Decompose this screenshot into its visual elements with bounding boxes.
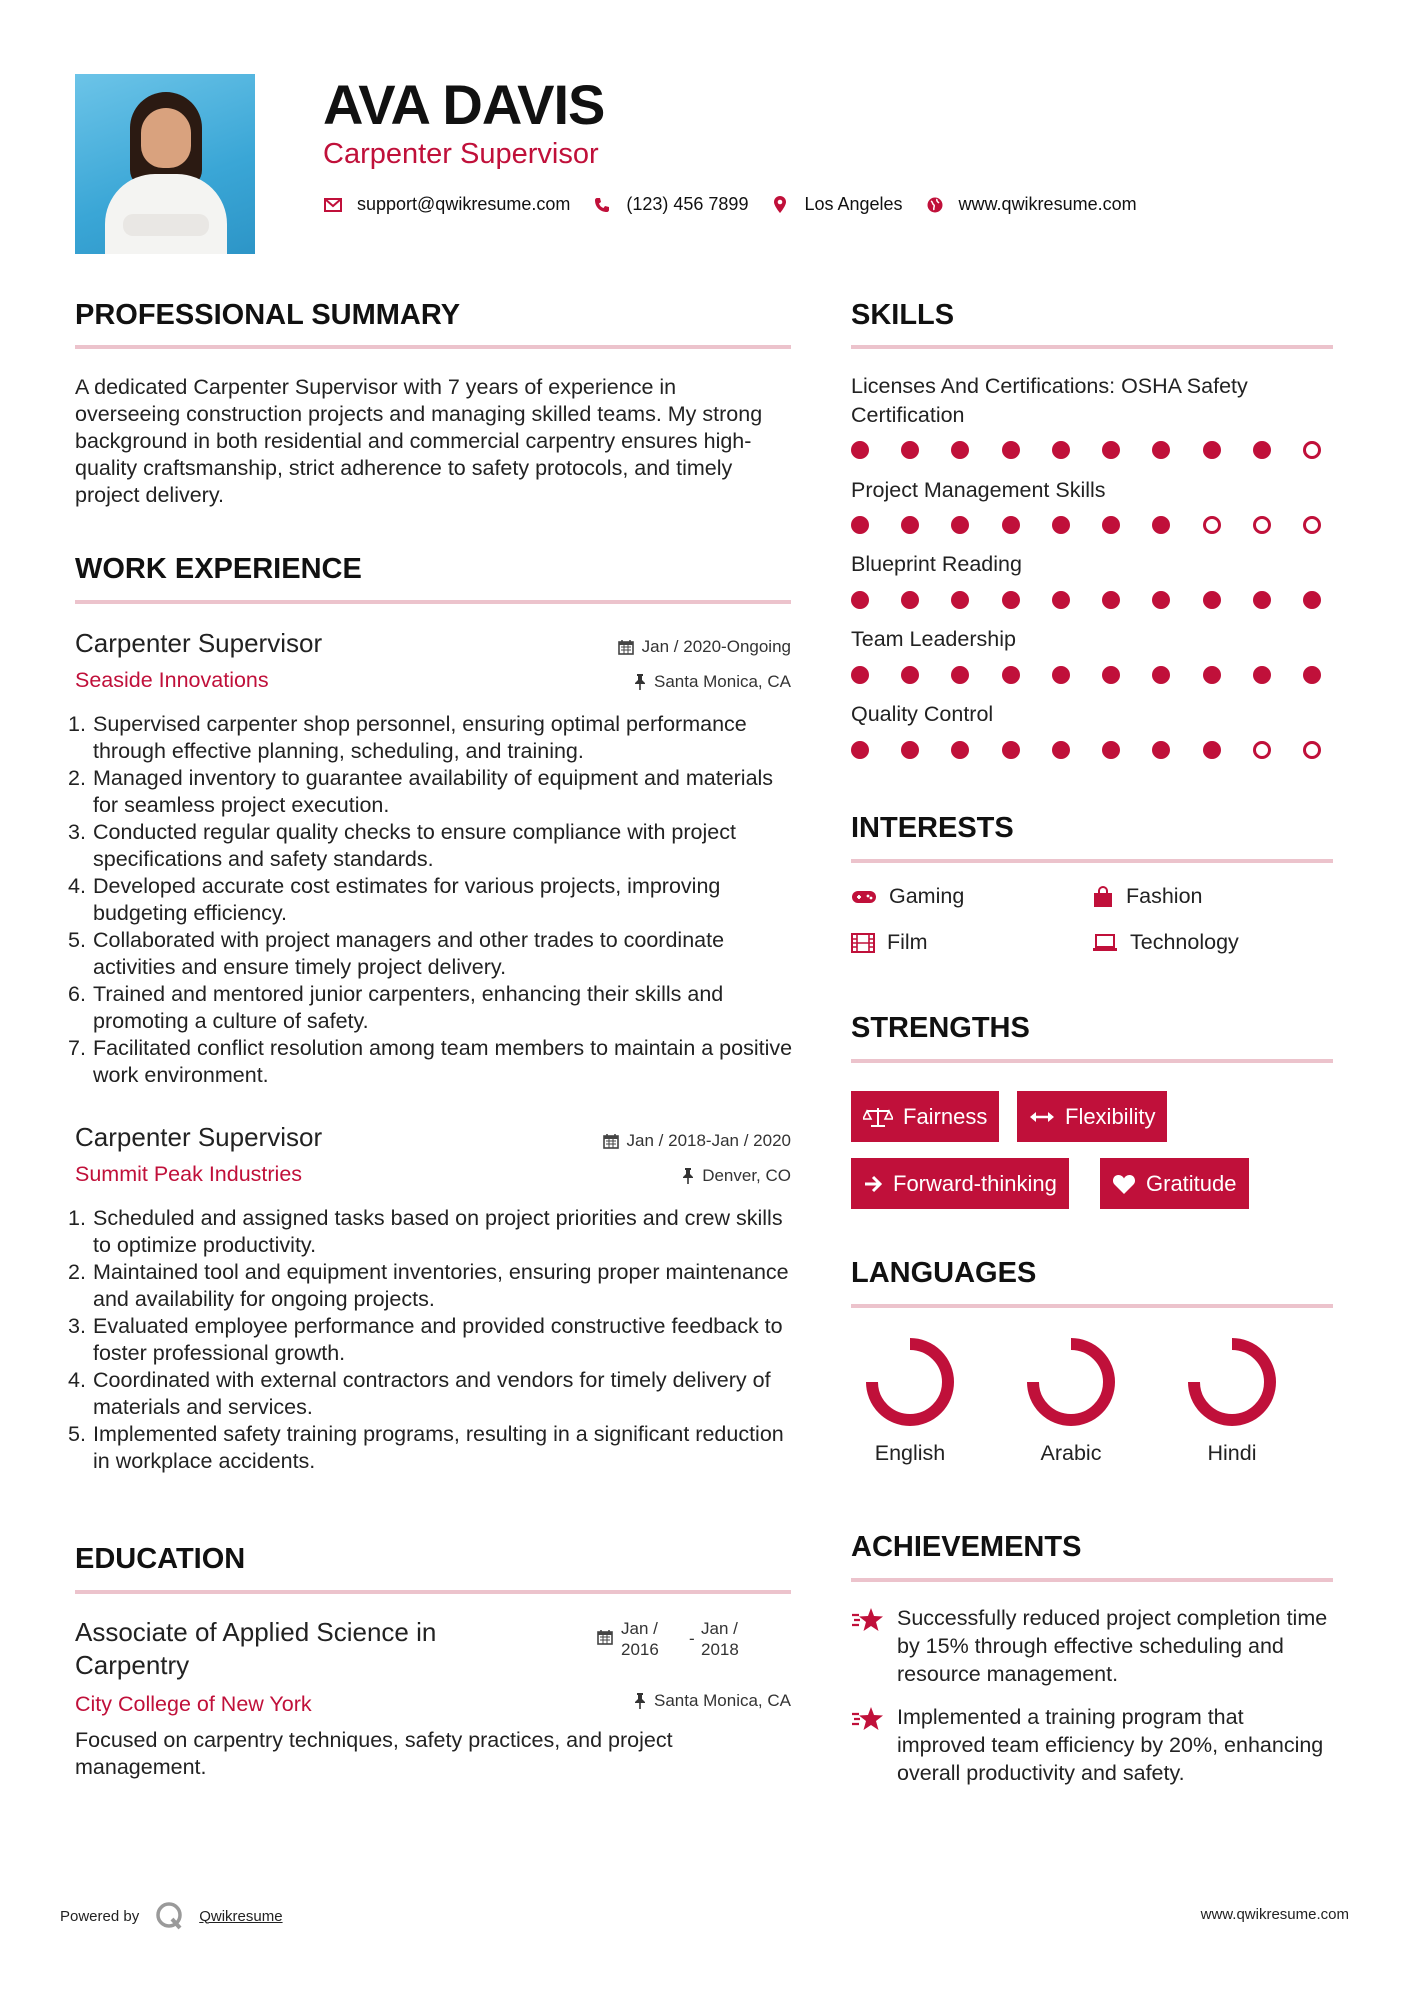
qwikresume-logo-icon	[155, 1901, 185, 1931]
degree-title: Associate of Applied Science in Carpentry	[75, 1617, 437, 1680]
rating-dot-empty	[1253, 516, 1271, 534]
strength-badge: Forward-thinking	[851, 1158, 1069, 1209]
shopping-bag-icon	[1092, 886, 1114, 908]
rating-dot-filled	[1303, 666, 1321, 684]
rating-dot-filled	[851, 741, 869, 759]
interest-film: Film	[851, 930, 928, 955]
list-item: 1. Scheduled and assigned tasks based on project priorities and crew skills to optimize productivity.	[68, 1206, 783, 1257]
summary-heading: PROFESSIONAL SUMMARY	[75, 299, 461, 331]
education-location-text: Santa Monica, CA	[653, 1691, 791, 1710]
list-item: 1. Supervised carpenter shop personnel, ensuring optimal performance through effective planning, scheduling, and training.	[68, 712, 747, 763]
rating-dot-filled	[1052, 741, 1070, 759]
rating-dot-filled	[1052, 441, 1070, 459]
rating-dot-filled	[1002, 666, 1020, 684]
trophy-star-icon	[851, 1606, 885, 1634]
education-description: Focused on carpentry techniques, safety practices, and project management.	[75, 1728, 673, 1779]
rating-dot-empty	[1303, 741, 1321, 759]
education-heading: EDUCATION	[75, 1543, 246, 1575]
rating-dot-filled	[1203, 666, 1221, 684]
achievement-item	[851, 1604, 1337, 1688]
skill-rating	[851, 666, 1321, 684]
language-progress-ring	[862, 1334, 958, 1430]
strengths-divider	[851, 1059, 1333, 1063]
footer-powered-by	[60, 1901, 283, 1931]
rating-dot-filled	[951, 591, 969, 609]
languages-divider	[851, 1304, 1333, 1308]
experience-divider	[75, 600, 791, 604]
skill-name: Team Leadership	[851, 627, 1016, 651]
contact-bar	[323, 194, 1159, 215]
phone-icon	[592, 195, 612, 215]
achievements-divider	[851, 1578, 1333, 1582]
calendar-icon	[597, 1629, 613, 1645]
contact-website[interactable]: www.qwikresume.com	[958, 194, 1137, 214]
skill-name: Licenses And Certifications: OSHA Safety Certification	[851, 374, 1248, 427]
rating-dot-filled	[1102, 441, 1120, 459]
list-item: 4. Coordinated with external contractors and vendors for timely delivery of materials and services.	[68, 1368, 771, 1419]
film-icon	[851, 933, 875, 953]
rating-dot-empty	[1303, 516, 1321, 534]
school-name: City College of New York	[75, 1692, 312, 1716]
job-location	[491, 1166, 791, 1186]
summary-text: A dedicated Carpenter Supervisor with 7 years of experience in overseeing construction projects and managing skilled teams. My strong background in both residential and commercial carpentry ensures high-quality craftsmanship, strict adherence to safety protocols, and timely project delivery.	[75, 375, 763, 507]
arrows-horizontal-icon	[1029, 1110, 1055, 1124]
heart-icon	[1112, 1173, 1136, 1195]
job-responsibilities	[68, 1205, 795, 1475]
list-item: 4. Developed accurate cost estimates for various projects, improving budgeting efficiency.	[68, 874, 721, 925]
list-item: 6. Trained and mentored junior carpenters, enhancing their skills and promoting a culture of safety.	[68, 982, 724, 1033]
summary-divider	[75, 345, 791, 349]
skills-divider	[851, 345, 1333, 349]
rating-dot-filled	[901, 516, 919, 534]
rating-dot-filled	[1253, 666, 1271, 684]
job-company: Summit Peak Industries	[75, 1162, 303, 1186]
rating-dot-filled	[901, 591, 919, 609]
trophy-star-icon	[851, 1705, 885, 1733]
rating-dot-filled	[1102, 741, 1120, 759]
rating-dot-empty	[1303, 441, 1321, 459]
rating-dot-empty	[1253, 741, 1271, 759]
language-name: English	[874, 1441, 946, 1465]
rating-dot-filled	[1052, 516, 1070, 534]
candidate-name: AVA DAVIS	[323, 73, 605, 136]
laptop-icon	[1092, 934, 1118, 952]
profile-photo	[75, 74, 255, 254]
candidate-role: Carpenter Supervisor	[323, 138, 599, 170]
achievements-heading: ACHIEVEMENTS	[851, 1531, 1082, 1563]
rating-dot-filled	[951, 516, 969, 534]
language-progress-arc	[1194, 1344, 1270, 1420]
skill-name: Blueprint Reading	[851, 552, 1022, 576]
job-title: Carpenter Supervisor	[75, 1122, 323, 1152]
list-item: 5. Collaborated with project managers and other trades to coordinate activities and ensure timely project delivery.	[68, 928, 725, 979]
footer-url[interactable]: www.qwikresume.com	[1200, 1906, 1349, 1923]
strengths-heading: STRENGTHS	[851, 1012, 1030, 1044]
language-progress-arc	[872, 1344, 948, 1420]
list-item: 3. Evaluated employee performance and provided constructive feedback to foster professional growth.	[68, 1314, 783, 1365]
rating-dot-filled	[1203, 441, 1221, 459]
rating-dot-filled	[1253, 591, 1271, 609]
achievement-text: Implemented a training program that improved team efficiency by 20%, enhancing overall productivity and safety.	[897, 1705, 1324, 1785]
education-dates: Jan / 2016 - Jan / 2018	[597, 1618, 739, 1660]
rating-dot-filled	[951, 666, 969, 684]
language-progress-ring	[1023, 1334, 1119, 1430]
rating-dot-filled	[1152, 666, 1170, 684]
pushpin-icon	[682, 1168, 694, 1184]
rating-dot-filled	[1052, 666, 1070, 684]
interests-heading: INTERESTS	[851, 812, 1014, 844]
envelope-icon	[323, 195, 343, 215]
job-dates-text: Jan / 2020-Ongoing	[641, 637, 791, 656]
strength-badge: Gratitude	[1100, 1158, 1249, 1209]
list-item: 2. Maintained tool and equipment inventories, ensuring proper maintenance and availability for ongoing projects.	[68, 1260, 789, 1311]
rating-dot-filled	[1002, 741, 1020, 759]
language-item	[1011, 1334, 1131, 1466]
rating-dot-filled	[951, 441, 969, 459]
rating-dot-filled	[951, 741, 969, 759]
education-location	[491, 1691, 791, 1711]
rating-dot-filled	[1102, 666, 1120, 684]
rating-dot-filled	[1002, 516, 1020, 534]
interest-fashion: Fashion	[1092, 884, 1203, 909]
list-item: 5. Implemented safety training programs, resulting in a significant reduction in workplace accidents.	[68, 1422, 784, 1473]
interest-technology: Technology	[1092, 930, 1239, 955]
contact-location: Los Angeles	[804, 194, 903, 214]
list-item: 2. Managed inventory to guarantee availability of equipment and materials for seamless project execution.	[68, 766, 774, 817]
skill-name: Project Management Skills	[851, 478, 1106, 502]
education-divider	[75, 1590, 791, 1594]
map-marker-icon	[770, 195, 790, 215]
rating-dot-filled	[851, 516, 869, 534]
job-dates	[491, 1131, 791, 1151]
language-progress-arc	[1033, 1344, 1109, 1420]
skill-name: Quality Control	[851, 702, 994, 726]
language-item	[850, 1334, 970, 1466]
rating-dot-filled	[1002, 441, 1020, 459]
job-location-text: Denver, CO	[702, 1166, 791, 1185]
rating-dot-filled	[1002, 591, 1020, 609]
rating-dot-filled	[1203, 591, 1221, 609]
calendar-icon	[603, 1133, 619, 1149]
interest-gaming: Gaming	[851, 884, 964, 909]
balance-scale-icon	[863, 1106, 893, 1128]
rating-dot-filled	[1152, 441, 1170, 459]
rating-dot-filled	[1152, 591, 1170, 609]
rating-dot-filled	[1203, 741, 1221, 759]
strength-badge: Flexibility	[1017, 1091, 1167, 1142]
pushpin-icon	[634, 1693, 646, 1709]
arrow-right-icon	[863, 1174, 883, 1194]
calendar-icon	[618, 639, 634, 655]
skill-rating	[851, 441, 1321, 459]
language-progress-ring	[1184, 1334, 1280, 1430]
job-title: Carpenter Supervisor	[75, 628, 323, 658]
rating-dot-filled	[851, 441, 869, 459]
language-name: Arabic	[1040, 1441, 1102, 1465]
globe-icon	[925, 195, 945, 215]
contact-phone[interactable]: (123) 456 7899	[626, 194, 749, 214]
rating-dot-filled	[901, 741, 919, 759]
job-location	[491, 672, 791, 692]
skill-rating	[851, 516, 1321, 534]
skill-rating	[851, 591, 1321, 609]
rating-dot-filled	[851, 591, 869, 609]
rating-dot-filled	[1052, 591, 1070, 609]
experience-heading: WORK EXPERIENCE	[75, 553, 362, 585]
job-responsibilities	[68, 711, 795, 1089]
achievement-text: Successfully reduced project completion time by 15% through effective scheduling and resource management.	[897, 1606, 1328, 1686]
job-dates-text: Jan / 2018-Jan / 2020	[626, 1131, 791, 1150]
languages-heading: LANGUAGES	[851, 1257, 1037, 1289]
rating-dot-filled	[901, 441, 919, 459]
job-company: Seaside Innovations	[75, 668, 269, 692]
rating-dot-filled	[1102, 516, 1120, 534]
language-name: Hindi	[1207, 1441, 1257, 1465]
rating-dot-filled	[851, 666, 869, 684]
achievement-item	[851, 1703, 1337, 1787]
list-item: 7. Facilitated conflict resolution among team members to maintain a positive work environment.	[68, 1036, 793, 1087]
interests-divider	[851, 859, 1333, 863]
contact-email[interactable]: support@qwikresume.com	[357, 194, 571, 214]
list-item: 3. Conducted regular quality checks to ensure compliance with project specifications and safety standards.	[68, 820, 736, 871]
job-location-text: Santa Monica, CA	[653, 672, 791, 691]
rating-dot-filled	[901, 666, 919, 684]
job-dates	[491, 637, 791, 657]
strength-badge: Fairness	[851, 1091, 999, 1142]
pushpin-icon	[634, 674, 646, 690]
rating-dot-filled	[1253, 441, 1271, 459]
powered-by-label: Powered by	[60, 1907, 140, 1925]
gamepad-icon	[851, 889, 877, 905]
rating-dot-filled	[1152, 516, 1170, 534]
rating-dot-filled	[1152, 741, 1170, 759]
skills-heading: SKILLS	[851, 299, 955, 331]
rating-dot-filled	[1303, 591, 1321, 609]
rating-dot-filled	[1102, 591, 1120, 609]
rating-dot-empty	[1203, 516, 1221, 534]
skill-rating	[851, 741, 1321, 759]
language-item	[1172, 1334, 1292, 1466]
qwikresume-link[interactable]: Qwikresume	[199, 1907, 283, 1925]
